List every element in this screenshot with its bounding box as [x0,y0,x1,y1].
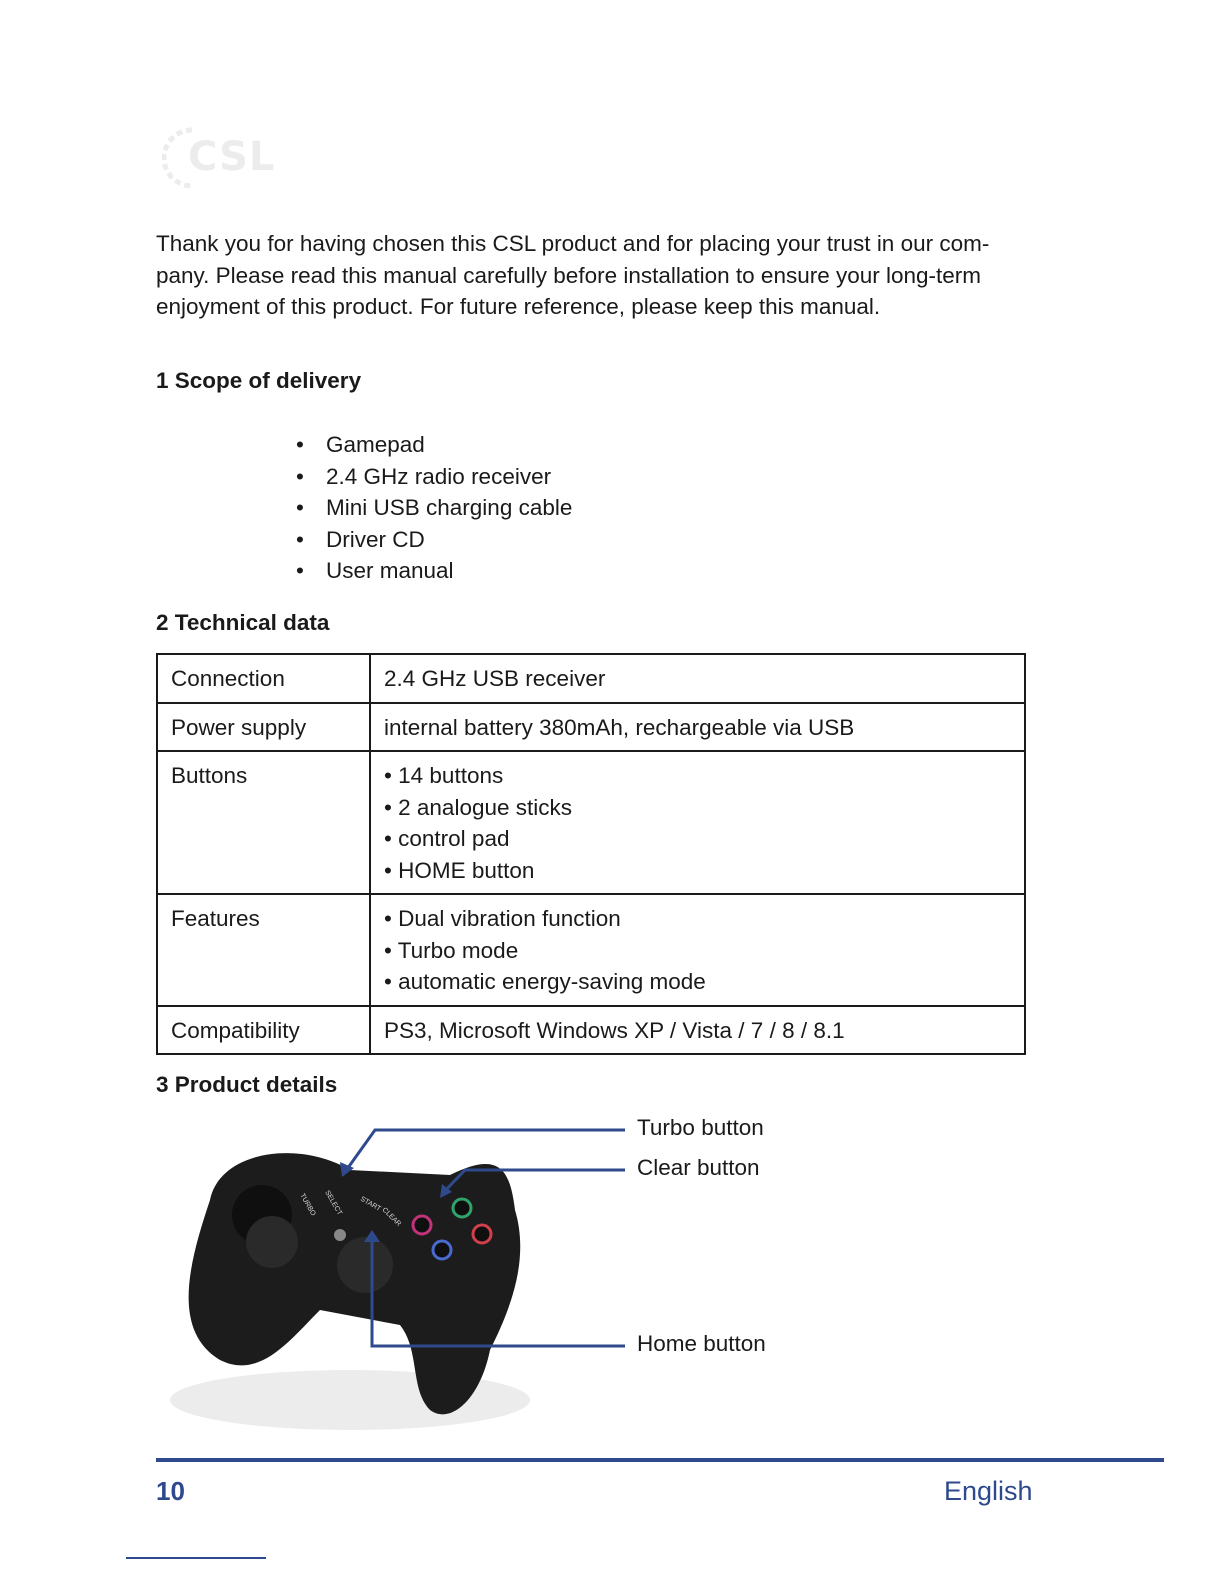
logo-text: CSL [188,134,276,180]
clear-callout: Clear button [637,1155,760,1180]
row-label: Compatibility [157,1006,370,1055]
list-item: • Mini USB charging cable [296,492,572,524]
row-value: internal battery 380mAh, rechargeable via USB [370,703,1025,752]
scope-heading: 1 Scope of delivery [156,368,362,393]
list-item: • automatic energy-saving mode [384,966,1011,998]
technical-heading: 2 Technical data [156,610,330,635]
page-number: 10 [156,1476,185,1506]
table-row [157,654,1025,703]
technical-table [156,653,1026,1055]
left-stick-icon [246,1216,298,1268]
row-label: Power supply [157,703,370,752]
row-label: Features [157,894,370,1006]
home-button-icon [334,1229,346,1241]
row-value [370,894,1025,1006]
list-item: • Gamepad [296,429,572,461]
list-item: • 14 buttons [384,760,1011,792]
table-row [157,894,1025,1006]
controller-start-text: START [359,1195,382,1213]
list-item: • control pad [384,823,1011,855]
list-item: • User manual [296,555,572,587]
circle-button-icon [473,1225,491,1243]
features-list [384,903,1011,998]
home-callout: Home button [637,1331,766,1356]
table-row [157,703,1025,752]
product-heading: 3 Product details [156,1072,338,1097]
row-label: Buttons [157,751,370,894]
list-item: • HOME button [384,855,1011,887]
table-row [157,751,1025,894]
row-value: 2.4 GHz USB receiver [370,654,1025,703]
language-label: English [944,1476,1033,1506]
controller-clear-text: CLEAR [380,1206,403,1228]
row-value: PS3, Microsoft Windows XP / Vista / 7 / 8 / 8.1 [370,1006,1025,1055]
buttons-list [384,760,1011,886]
row-value [370,751,1025,894]
cross-button-icon [433,1241,451,1259]
intro-paragraph: Thank you for having chosen this CSL product and for placing your trust in our com-pany. Please read this manual carefully before installation to ensure your long-term enjoyment of this product. For future reference, please keep this manual. [156,231,990,319]
footer-divider [156,1458,1164,1462]
square-button-icon [413,1216,431,1234]
turbo-callout: Turbo button [637,1115,764,1140]
list-item: • Turbo mode [384,935,1011,967]
list-item: • 2.4 GHz radio receiver [296,461,572,493]
triangle-button-icon [453,1199,471,1217]
list-item: • 2 analogue sticks [384,792,1011,824]
csl-logo [162,118,322,198]
bottom-divider [126,1557,266,1559]
right-stick-icon [337,1237,393,1293]
list-item: • Dual vibration function [384,903,1011,935]
list-item: • Driver CD [296,524,572,556]
table-row [157,1006,1025,1055]
controller-turbo-text: TURBO [298,1192,317,1218]
scope-list [296,429,572,587]
row-label: Connection [157,654,370,703]
controller-select-text: SELECT [323,1189,343,1217]
